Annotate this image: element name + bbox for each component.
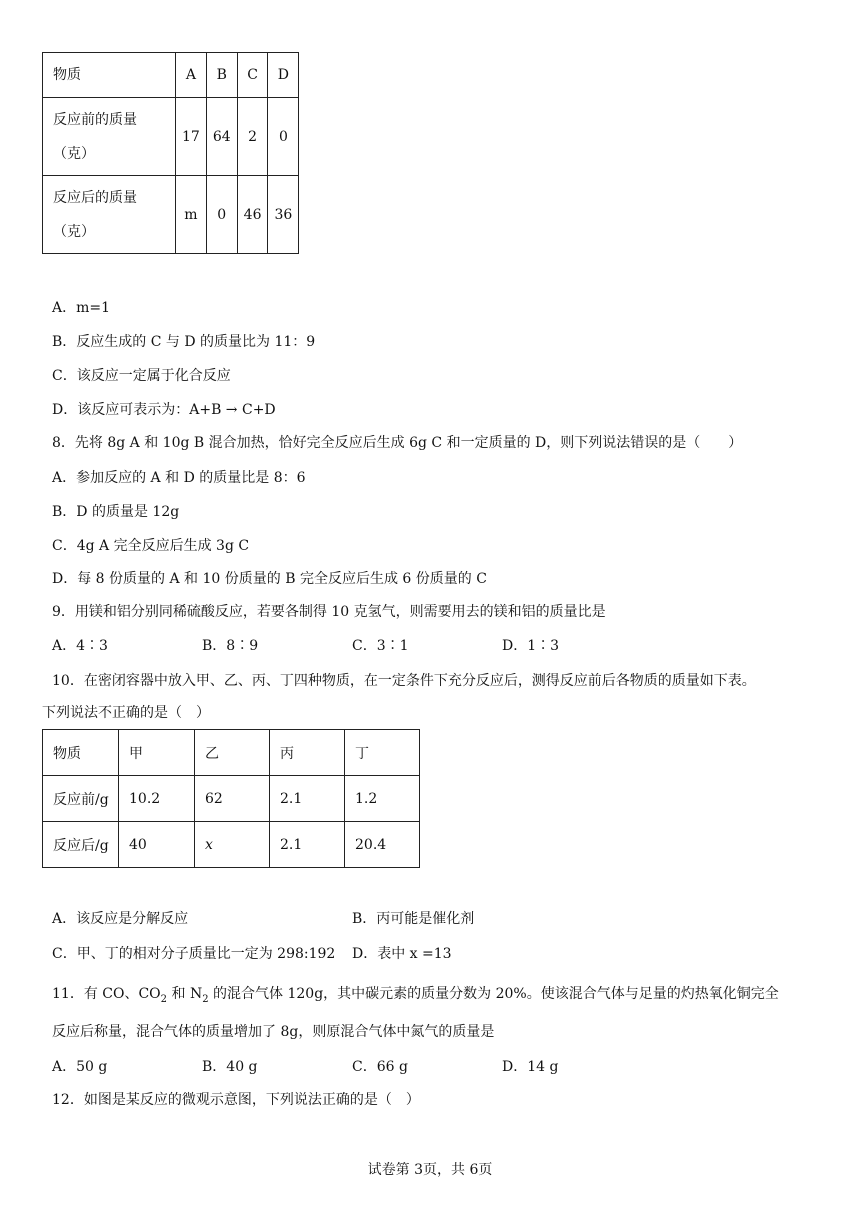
table-cell: 1.2 bbox=[345, 776, 420, 822]
table-row bbox=[43, 730, 420, 776]
table-cell: 丙 bbox=[270, 730, 345, 776]
table-cell: 2.1 bbox=[270, 776, 345, 822]
table-row bbox=[43, 53, 299, 98]
table-cell: 10.2 bbox=[119, 776, 195, 822]
table-cell: D bbox=[268, 53, 299, 98]
q7-option-b: B．反应生成的 C 与 D 的质量比为 11：9 bbox=[52, 334, 316, 350]
q11-stem-rest: 的混合气体 120g，其中碳元素的质量分数为 20%。使该混合气体与足量的灼热氧化铜完全 bbox=[208, 986, 779, 1002]
q10-option-a: A．该反应是分解反应 bbox=[52, 911, 189, 927]
q7-option-a: A．m=1 bbox=[52, 300, 111, 316]
q11-option-b: B．40 g bbox=[202, 1059, 258, 1075]
row-label: 反应后的质量 bbox=[53, 189, 137, 206]
table-cell: m bbox=[176, 176, 207, 254]
table-cell: B bbox=[206, 53, 237, 98]
q11-and: 和 N bbox=[167, 986, 203, 1002]
co2-subscript: 2 bbox=[160, 993, 168, 1005]
table-cell: 36 bbox=[268, 176, 299, 254]
q8-option-b: B．D 的质量是 12g bbox=[52, 504, 180, 520]
table-cell: 2.1 bbox=[270, 822, 345, 868]
q7-mass-table bbox=[42, 52, 299, 254]
page-footer: 试卷第 3页，共 6页 bbox=[367, 1162, 493, 1178]
table-cell: 62 bbox=[195, 776, 270, 822]
q8-option-d: D．每 8 份质量的 A 和 10 份质量的 B 完全反应后生成 6 份质量的 C bbox=[52, 571, 487, 587]
q10-option-b: B．丙可能是催化剂 bbox=[352, 911, 475, 927]
table-cell: A bbox=[176, 53, 207, 98]
q7-option-d: D．该反应可表示为：A+B → C+D bbox=[52, 402, 276, 418]
table-cell: 物质 bbox=[43, 53, 176, 98]
table-cell: 2 bbox=[237, 98, 268, 176]
q9-option-a: A．4∶3 bbox=[52, 638, 108, 654]
q11-stem-line1 bbox=[52, 983, 779, 1005]
q7-option-c: C．该反应一定属于化合反应 bbox=[52, 368, 231, 384]
table-cell: 40 bbox=[119, 822, 195, 868]
table-cell: 17 bbox=[176, 98, 207, 176]
table-cell: 0 bbox=[268, 98, 299, 176]
table-row bbox=[43, 822, 420, 868]
table-cell: 反应前/g bbox=[43, 776, 119, 822]
table-cell: 64 bbox=[206, 98, 237, 176]
q9-stem: 9．用镁和铝分别同稀硫酸反应，若要各制得 10 克氢气，则需要用去的镁和铝的质量比是 bbox=[52, 604, 606, 620]
table-cell: 46 bbox=[237, 176, 268, 254]
q8-option-a: A．参加反应的 A 和 D 的质量比是 8：6 bbox=[52, 470, 306, 486]
q10-option-d: D．表中 x =13 bbox=[352, 946, 452, 962]
table-cell bbox=[43, 98, 176, 176]
table-cell: 20.4 bbox=[345, 822, 420, 868]
q8-option-c: C．4g A 完全反应后生成 3g C bbox=[52, 538, 250, 554]
table-cell: 反应后/g bbox=[43, 822, 119, 868]
q9-option-b: B．8∶9 bbox=[202, 638, 259, 654]
q10-stem-line1: 10．在密闭容器中放入甲、乙、丙、丁四种物质，在一定条件下充分反应后，测得反应前后各物质的质量如下表。 bbox=[52, 673, 756, 689]
co2-formula: CO bbox=[138, 986, 161, 1002]
q12-stem: 12．如图是某反应的微观示意图，下列说法正确的是（ ） bbox=[52, 1092, 420, 1108]
q10-mass-table bbox=[42, 729, 420, 868]
q10-option-c: C．甲、丁的相对分子质量比一定为 298:192 bbox=[52, 946, 336, 962]
table-cell: C bbox=[237, 53, 268, 98]
row-unit: （克） bbox=[53, 223, 95, 240]
table-cell bbox=[43, 176, 176, 254]
table-cell: 甲 bbox=[119, 730, 195, 776]
q11-stem-prefix: 11．有 CO、 bbox=[52, 986, 139, 1002]
row-label: 反应前的质量 bbox=[53, 111, 137, 128]
table-cell: x bbox=[195, 822, 270, 868]
table-row bbox=[43, 776, 420, 822]
table-cell: 0 bbox=[206, 176, 237, 254]
row-unit: （克） bbox=[53, 145, 95, 162]
n2-subscript: 2 bbox=[202, 993, 209, 1005]
table-cell: 丁 bbox=[345, 730, 420, 776]
q10-stem-line2: 下列说法不正确的是（ ） bbox=[42, 705, 210, 721]
table-cell: 乙 bbox=[195, 730, 270, 776]
q9-option-d: D．1∶3 bbox=[502, 638, 560, 654]
table-row bbox=[43, 98, 299, 176]
table-row bbox=[43, 176, 299, 254]
q8-stem: 8．先将 8g A 和 10g B 混合加热，恰好完全反应后生成 6g C 和一定质量的 D，则下列说法错误的是（ ） bbox=[52, 435, 743, 451]
q11-option-c: C．66 g bbox=[352, 1059, 408, 1075]
q9-option-c: C．3∶1 bbox=[352, 638, 409, 654]
table-cell: 物质 bbox=[43, 730, 119, 776]
q11-option-a: A．50 g bbox=[52, 1059, 108, 1075]
q11-stem-line2: 反应后称量，混合气体的质量增加了 8g，则原混合气体中氮气的质量是 bbox=[52, 1024, 495, 1040]
q11-option-d: D．14 g bbox=[502, 1059, 559, 1075]
